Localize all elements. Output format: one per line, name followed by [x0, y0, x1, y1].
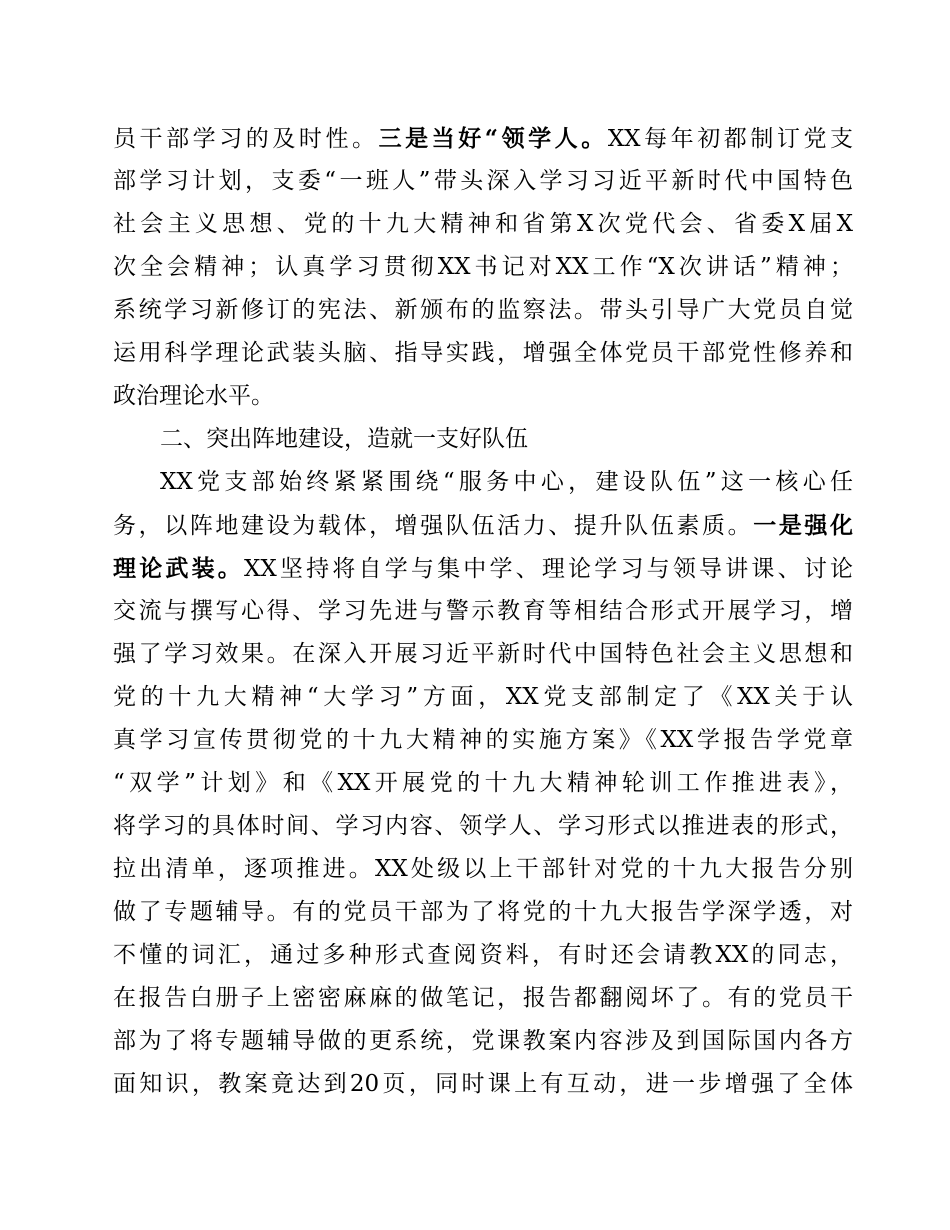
p1-line-1	[113, 117, 853, 160]
p1-line-1-bold-lead: 三是当好“领学人。	[378, 125, 608, 152]
p2-line-1: XX党支部始终紧紧围绕“服务中心，建设队伍”这一核心任	[160, 469, 853, 495]
p2-line-7: 真学习宣传贯彻党的十九大精神的实施方案》《XX学报告学党章	[113, 727, 853, 753]
p1-line-1-text-a: 员干部学习的及时性。	[113, 126, 379, 152]
p2-line-4: 交流与撰写心得、学习先进与警示教育等相结合形式开展学习，增	[113, 598, 853, 624]
p2-line-13: 在报告白册子上密密麻麻的做笔记，报告都翻阅坏了。有的党员干	[113, 985, 853, 1011]
p2-line-2-bold-lead: 一是强化	[753, 512, 854, 539]
p2-line-3-bold-lead: 理论武装。	[113, 555, 244, 582]
p2-line-11: 做了专题辅导。有的党员干部为了将党的十九大报告学深学透，对	[113, 899, 853, 925]
p1-line-6: 运用科学理论武装头脑、指导实践，增强全体党员干部党性修养和	[113, 340, 853, 366]
p1-line-4: 次全会精神；认真学习贯彻XX书记对XX工作“X次讲话”精神；	[113, 254, 853, 280]
p1-line-5: 系统学习新修订的宪法、新颁布的监察法。带头引导广大党员自觉	[113, 297, 853, 323]
section-heading: 二、突出阵地建设，造就一支好队伍	[160, 426, 528, 452]
p1-line-2: 部学习计划，支委“一班人”带头深入学习习近平新时代中国特色	[113, 168, 853, 194]
p2-line-12: 不懂的词汇，通过多种形式查阅资料，有时还会请教XX的同志，	[113, 942, 853, 968]
p2-line-2	[113, 504, 853, 547]
p2-line-2-text-a: 务，以阵地建设为载体，增强队伍活力、提升队伍素质。	[113, 513, 754, 539]
p2-line-10: 拉出清单，逐项推进。XX处级以上干部针对党的十九大报告分别	[113, 856, 853, 882]
p2-line-9: 将学习的具体时间、学习内容、领学人、学习形式以推进表的形式，	[113, 813, 853, 839]
p1-line-1-text-c: XX每年初都制订党支	[607, 126, 854, 152]
p2-line-14: 部为了将专题辅导做的更系统，党课教案内容涉及到国际国内各方	[113, 1028, 853, 1054]
p2-line-6: 党的十九大精神“大学习”方面，XX党支部制定了《XX关于认	[113, 684, 853, 710]
p2-line-3-text-b: XX坚持将自学与集中学、理论学习与领导讲课、讨论	[243, 556, 854, 582]
p2-line-8: “双学”计划》和《XX开展党的十九大精神轮训工作推进表》，	[113, 770, 853, 796]
p2-line-15: 面知识，教案竟达到20页，同时课上有互动，进一步增强了全体	[113, 1071, 853, 1097]
p1-line-7: 政治理论水平。	[113, 383, 274, 409]
p2-line-5: 强了学习效果。在深入开展习近平新时代中国特色社会主义思想和	[113, 641, 853, 667]
p2-line-3	[113, 547, 853, 590]
p1-line-3: 社会主义思想、党的十九大精神和省第X次党代会、省委X届X	[113, 211, 853, 237]
